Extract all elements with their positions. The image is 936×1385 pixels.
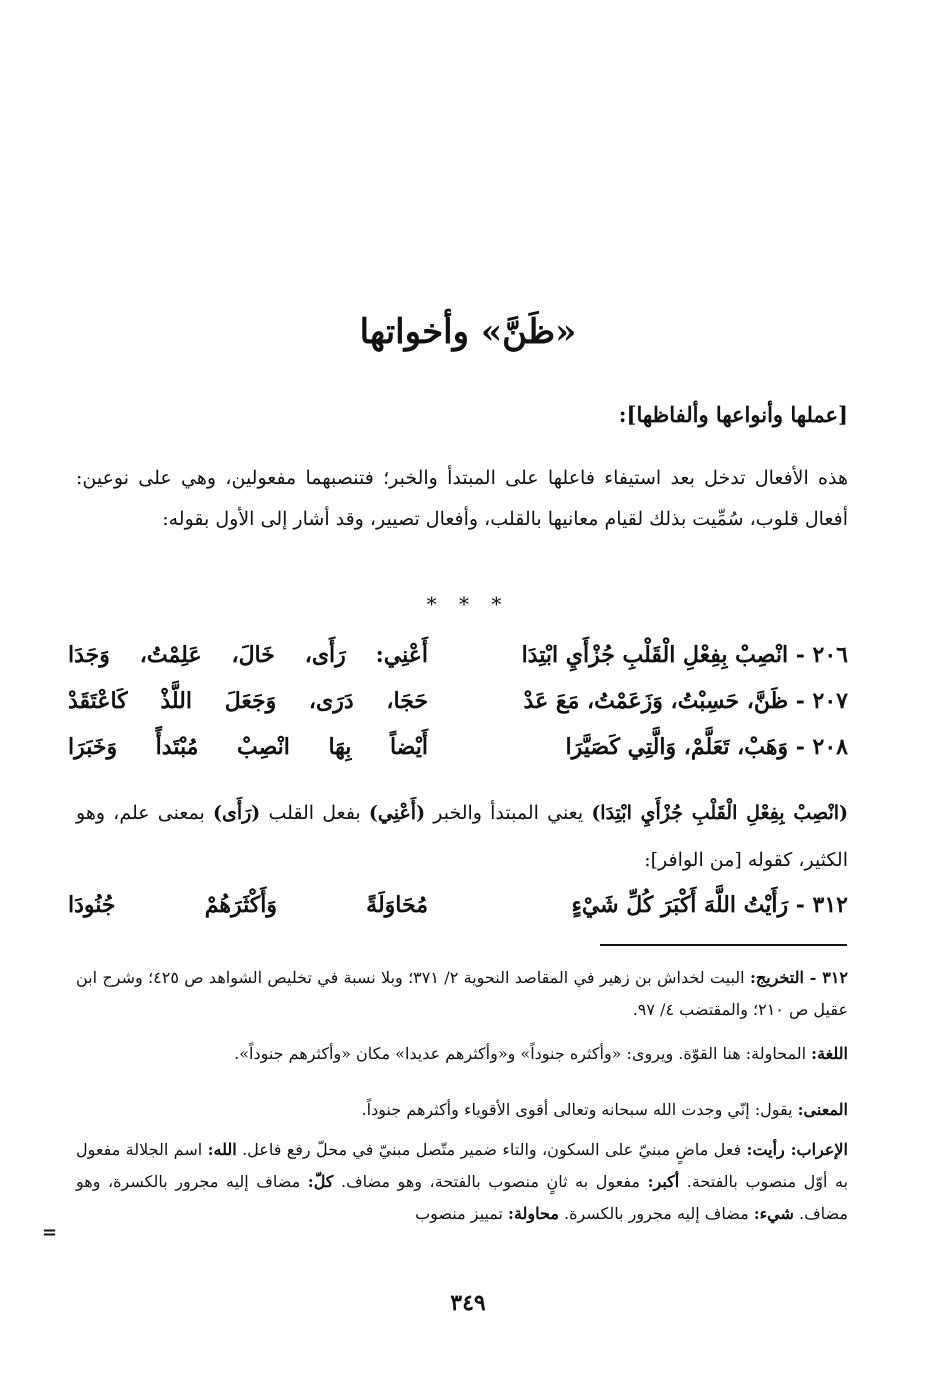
irab-text: اسم الجلالة مفعول به أوّل منصوب بالفتحة. <box>76 1140 849 1191</box>
intro-paragraph: هذه الأفعال تدخل بعد استيفاء فاعلها على المبتدأ والخبر؛ فتنصبهما مفعولين، وهي على نوعين: أفعال قلوب، سُمِّيت بذلك لقيام معانيها بالقلب، وأفعال تصيير، وقد أشار إلى الأول بقوله: <box>76 467 848 530</box>
irab-word: محاولة: <box>508 1204 559 1223</box>
footnote-lugha <box>76 1038 848 1070</box>
verse-first-text: انْصِبْ بِفِعْلِ الْقَلْبِ جُزْأَيِ ابْتِدَا <box>521 642 789 668</box>
verse-first-hemistich <box>468 734 848 760</box>
irab-text: تمييز منصوب <box>415 1204 509 1223</box>
commentary-text: يعني المبتدأ والخبر <box>425 802 592 824</box>
verse-second-hemistich: مُحَاوَلَةً وَأَكْثَرَهُمْ جُنُودَا <box>68 892 428 918</box>
footnote-text: يقول: إنّي وجدت الله سبحانه وتعالى أقوى الأقوياء وأكثرهم جنوداً. <box>361 1100 798 1119</box>
verse-first-text: وَهَبْ، تَعَلَّمْ، وَالَّتِي كَصَيَّرَا <box>565 734 789 760</box>
footnote-text: المحاولة: هنا القوّة. ويروى: «وأكثره جنوداً» و«وأكثرهم عديدا» مكان «وأكثرهم جنوداً». <box>234 1044 812 1063</box>
verse-number: ٣١٢ - <box>795 892 848 918</box>
irab-word: أكبر: <box>647 1172 680 1191</box>
verse-number: ٢٠٨ - <box>795 734 848 760</box>
verse-number: ٢٠٧ - <box>795 688 848 714</box>
verse-first-hemistich <box>468 688 848 714</box>
commentary-quote: (انْصِبْ بِفِعْلِ الْقَلْبِ جُزْأَيِ ابْتِدَا) <box>591 802 849 824</box>
footnote-label: الإعراب: <box>790 1140 848 1159</box>
footnote-text: البيت لخداش بن زهير في المقاصد النحوية ٢/ ٣٧١؛ وبلا نسبة في تخليص الشواهد ص ٤٢٥؛ وشرح ابن عقيل ص ٢١٠؛ والمقتضب ٤/ ٩٧. <box>76 968 848 1019</box>
irab-word: رأيت: <box>746 1140 791 1159</box>
footnote-irab <box>76 1134 848 1230</box>
verse-number: ٢٠٦ - <box>795 642 848 668</box>
footnote-label: ٣١٢ - التخريج: <box>749 968 849 987</box>
verse-second-hemistich: حَجَا، دَرَى، وَجَعَلَ اللَّذْ كَاعْتَقَدْ <box>68 688 428 714</box>
footnote-mana <box>76 1094 848 1126</box>
irab-text: مضاف إليه مجرور بالكسرة. <box>558 1204 754 1223</box>
commentary-text: بمعنى علم، وهو الكثير، كقوله [من الوافر]: <box>76 802 848 871</box>
commentary-paragraph <box>76 790 848 884</box>
verse-206 <box>68 642 848 682</box>
verse-207 <box>68 688 848 728</box>
irab-text: فعل ماضٍ مبنيّ على السكون، والتاء ضمير متّصل مبنيّ في محلّ رفع فاعل. <box>236 1140 747 1159</box>
continuation-mark: = <box>42 1222 58 1243</box>
footnote-takhrij <box>76 962 848 1026</box>
verse-first-text: ظَنَّ، حَسِبْتُ، وَزَعَمْتُ، مَعَ عَدْ <box>523 688 789 714</box>
stars-separator: * * * <box>426 592 510 616</box>
section-heading: [عملها وأنواعها وألفاظها]: <box>618 402 848 427</box>
footnote-divider <box>600 944 847 946</box>
verse-first-hemistich <box>468 892 848 918</box>
verse-first-hemistich <box>468 642 848 668</box>
footnote-label: اللغة: <box>811 1044 848 1063</box>
verse-208 <box>68 734 848 774</box>
irab-word: كلّ: <box>307 1172 334 1191</box>
irab-text: مضاف إليه مجرور بالكسرة، وهو مضاف. <box>76 1172 848 1223</box>
footnote-label: المعنى: <box>797 1100 848 1119</box>
commentary-quote: (أَعْنِي) <box>368 802 426 824</box>
irab-word: شيء: <box>753 1204 794 1223</box>
verse-second-hemistich: أَيْضاً بِهَا انْصِبْ مُبْتَدأً وَخَبَرَا <box>68 734 428 760</box>
chapter-title: «ظَنَّ» وأخواتها <box>359 312 577 352</box>
irab-text: مفعول به ثانٍ منصوب بالفتحة، وهو مضاف. <box>333 1172 648 1191</box>
commentary-text: بفعل القلب <box>260 802 369 824</box>
verse-second-hemistich: أَعْنِي: رَأَى، خَالَ، عَلِمْتُ، وَجَدَا <box>68 642 428 668</box>
commentary-quote: (رَأَى) <box>212 802 261 824</box>
page-number: ٣٤٩ <box>450 1290 486 1316</box>
cited-verse-312 <box>68 892 848 932</box>
irab-word: الله: <box>207 1140 237 1159</box>
verse-first-text: رَأَيْتُ اللَّهَ أَكْبَرَ كُلِّ شَيْءٍ <box>571 892 789 918</box>
